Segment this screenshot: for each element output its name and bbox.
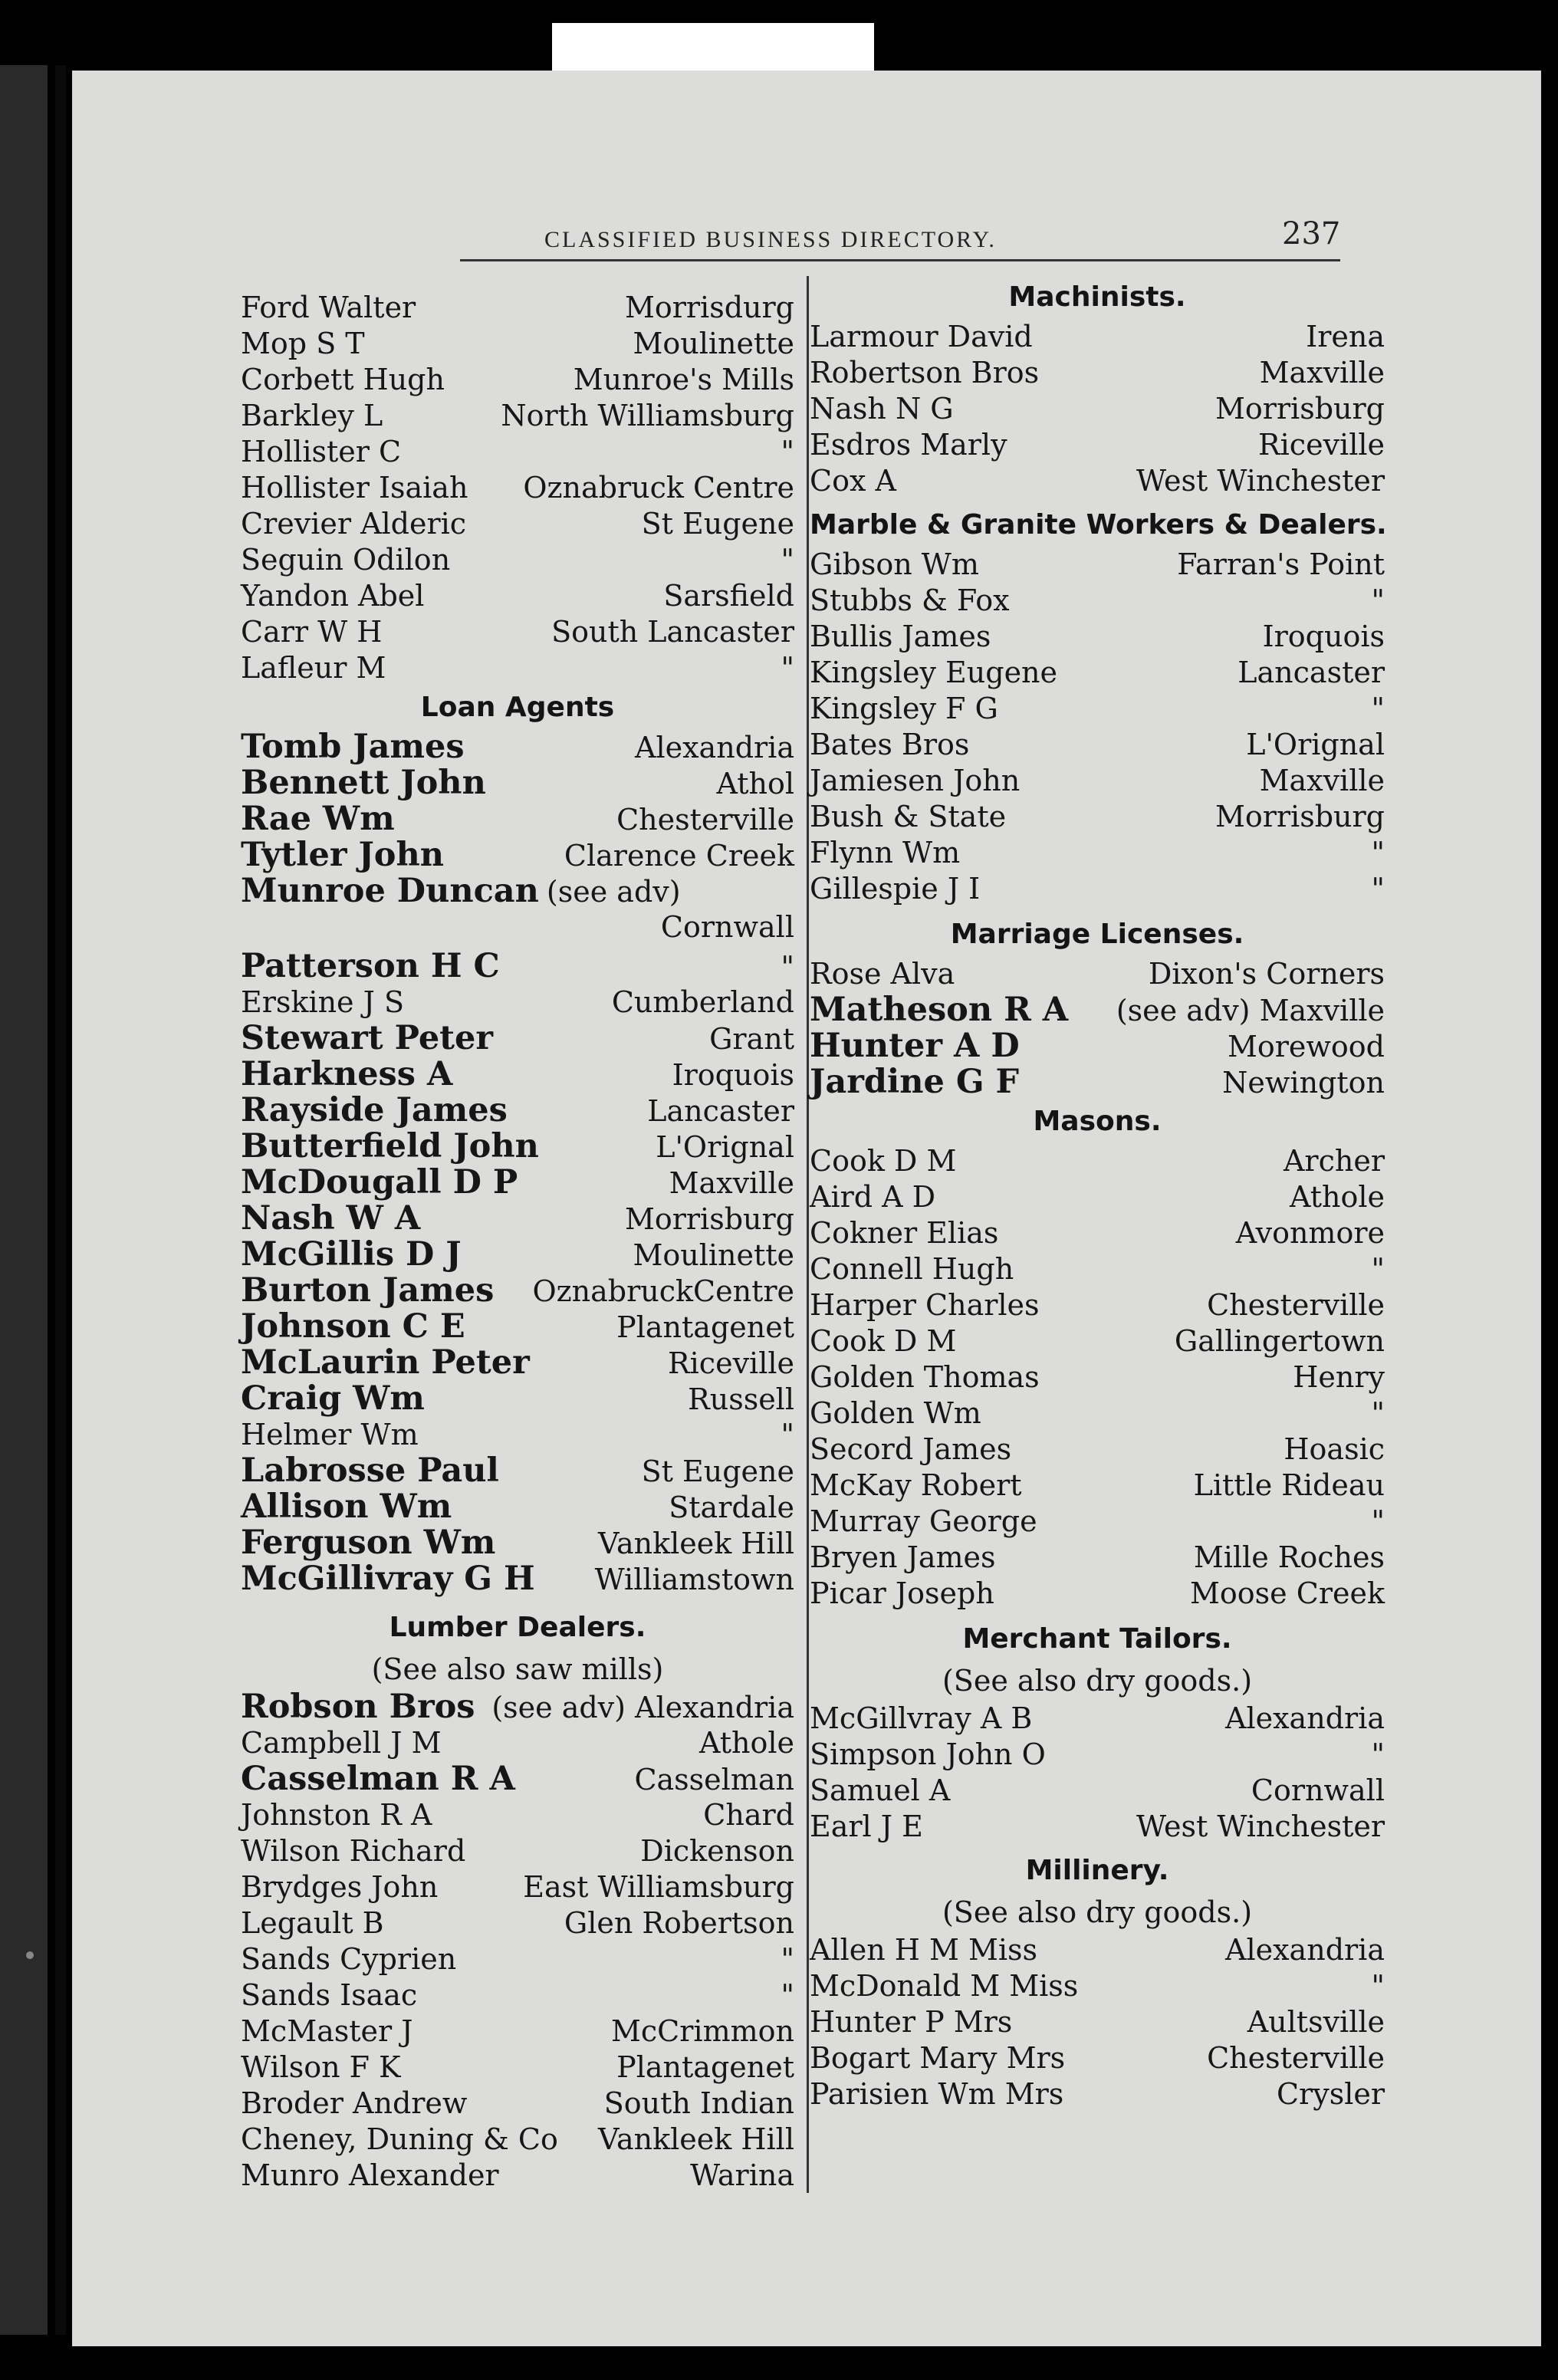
entry-place: Vankleek Hill [598,2122,794,2156]
entry-name: McGillis D J [241,1235,462,1274]
directory-entry [810,1809,1385,1845]
adjacent-page-edge [0,65,48,2335]
entry-place: Moulinette [633,1238,794,1272]
entry-name: Robertson Bros [810,356,1040,390]
entry-name: Bryen James [810,1540,996,1574]
directory-entry [810,1540,1385,1576]
entry-place: " [781,1942,794,1976]
directory-entry [810,1359,1385,1395]
entry-name: McGillvray A B [810,1701,1033,1735]
entry-place: Munroe's Mills [573,363,794,396]
entry-name: Stubbs & Fox [810,583,1010,617]
entry-place: " [1371,1252,1385,1286]
entry-place: Maxville [669,1166,794,1200]
section-heading: Machinists. [1008,281,1186,313]
entry-place: " [781,1418,794,1451]
entry-name: Flynn Wm [810,836,961,869]
entry-place: Chesterville [616,803,794,837]
section-heading: Lumber Dealers. [389,1612,646,1643]
entry-name: Hunter P Mrs [810,2005,1013,2039]
entry-name: Nash W A [241,1199,421,1238]
entry-name: Corbett Hugh [241,363,445,396]
entry-name: Jamiesen John [810,764,1021,797]
directory-entry [810,1028,1385,1064]
directory-entry [810,619,1385,655]
directory-entry [241,1905,794,1941]
directory-entry [241,2050,794,2086]
directory-entry [810,2040,1385,2076]
directory-entry [241,2122,794,2158]
directory-entry [241,1561,794,1597]
entry-name: Cheney, Duning & Co [241,2122,558,2156]
entry-place: " [781,651,794,685]
entry-place: " [1371,1504,1385,1538]
entry-name: McDougall D P [241,1163,518,1202]
directory-entry [241,1273,794,1309]
entry-name: Stewart Peter [241,1019,494,1057]
entry-name: Ferguson Wm [241,1524,496,1562]
entry-place: " [1371,836,1385,869]
entry-place: Aultsville [1247,2005,1385,2039]
entry-name: Picar Joseph [810,1576,994,1610]
directory-entry [241,1489,794,1525]
entry-place: Little Rideau [1193,1468,1385,1502]
entry-name: Larmour David [810,320,1033,353]
entry-name: Samuel A [810,1773,951,1807]
section-heading: Millinery. [1025,1855,1169,1886]
entry-place: Chesterville [1207,2041,1385,2075]
page-header [460,153,1349,268]
entry-name: McMaster J [241,2014,413,2048]
directory-entry [241,326,794,362]
entry-place: Morrisburg [1215,800,1385,833]
entry-name: Wilson F K [241,2050,401,2084]
entry-name: Allen H M Miss [810,1933,1038,1967]
entry-place: Gallingertown [1174,1324,1385,1358]
entry-place: Morrisburg [1215,392,1385,426]
directory-entry [810,1395,1385,1432]
entry-place: Riceville [668,1346,794,1380]
entry-place: Vankleek Hill [598,1527,794,1560]
entry-place: Morrisdurg [624,291,794,324]
directory-entry [241,650,794,686]
directory-entry [810,1504,1385,1540]
entry-place: Grant [709,1022,794,1056]
entry-note: (see adv) [546,875,681,909]
entry-name: Wilson Richard [241,1834,466,1868]
entry-place: Chard [703,1798,794,1832]
entry-place: Oznabruck Centre [523,471,794,505]
directory-entry [810,992,1385,1028]
entry-name: Jardine G F [810,1063,1020,1101]
directory-entry [241,985,794,1021]
directory-entry [241,1309,794,1345]
entry-place: Alexandria [1225,1933,1385,1967]
entry-name: Erskine J S [241,985,404,1019]
directory-entry [810,355,1385,391]
entry-place: OznabruckCentre [532,1274,794,1308]
directory-entry [241,1525,794,1561]
entry-name: Cokner Elias [810,1216,999,1250]
directory-entry [241,837,794,873]
directory-entry [241,542,794,578]
entry-name: Tytler John [241,836,444,874]
directory-entry [241,1021,794,1057]
entry-place: Casselman [634,1763,794,1797]
directory-entry [241,506,794,542]
entry-name: Campbell J M [241,1726,442,1760]
entry-name: Matheson R A [810,991,1069,1029]
directory-entry [241,434,794,470]
entry-place: Newington [1222,1066,1385,1100]
entry-name: Hollister C [241,435,402,468]
entry-place: Sarsfield [663,579,794,613]
directory-entry [810,1143,1385,1179]
entry-name: Ford Walter [241,291,416,324]
directory-entry [241,1093,794,1129]
entry-place: Mille Roches [1193,1540,1385,1574]
entry-name: Allison Wm [241,1488,452,1526]
entry-place: " [1371,583,1385,617]
entry-name: Secord James [810,1432,1012,1466]
entry-name: Kingsley F G [810,692,998,725]
entry-place: Plantagenet [616,2050,794,2084]
header-rule [460,259,1340,261]
entry-name: Hunter A D [810,1027,1020,1065]
entry-place: Henry [1293,1360,1385,1394]
entry-place: Cornwall [1251,1773,1385,1807]
directory-entry [241,1129,794,1165]
entry-name: Cook D M [810,1324,957,1358]
entry-name: Mop S T [241,327,365,360]
entry-place: L'Orignal [656,1130,794,1164]
entry-place: " [1371,872,1385,906]
entry-name: Bates Bros [810,728,970,761]
entry-name: Craig Wm [241,1379,425,1418]
directory-entry [810,2076,1385,2112]
entry-place: Williamstown [594,1563,794,1596]
entry-place: Crysler [1276,2077,1385,2111]
entry-place: Lancaster [1238,656,1385,689]
directory-entry [810,1576,1385,1612]
entry-name: Legault B [241,1906,384,1940]
entry-place: L'Orignal [1246,728,1385,761]
entry-place: " [1371,1396,1385,1430]
section-heading: Masons. [1033,1106,1162,1137]
speck [26,1951,34,1959]
directory-entry [241,1761,794,1797]
entry-place: Plantagenet [616,1310,794,1344]
entry-name: Brydges John [241,1870,439,1904]
entry-name: Patterson H C [241,947,500,985]
directory-entry [241,1165,794,1201]
entry-place: Warina [690,2158,794,2192]
directory-entry [810,1968,1385,2004]
entry-place: Morrisburg [624,1202,794,1236]
section-heading: Marriage Licenses. [950,919,1244,950]
entry-place: (see adv) Maxville [1116,994,1385,1027]
entry-name: Cox A [810,464,896,498]
directory-entry [241,1453,794,1489]
directory-entry [810,1323,1385,1359]
entry-name: Casselman R A [241,1760,515,1798]
entry-name: Bogart Mary Mrs [810,2041,1066,2075]
directory-entry [241,1797,794,1833]
directory-entry [810,2004,1385,2040]
entry-place: East Williamsburg [523,1870,794,1904]
entry-name: Gibson Wm [810,547,979,581]
directory-entry [810,1287,1385,1323]
page-number: 237 [1282,216,1341,251]
entry-name: Burton James [241,1271,495,1310]
entry-name: Johnston R A [241,1798,432,1832]
directory-entry [810,1468,1385,1504]
entry-name: McKay Robert [810,1468,1022,1502]
directory-entry [241,948,794,985]
directory-entry [241,1869,794,1905]
directory-entry [810,763,1385,799]
directory-entry [810,427,1385,463]
entry-name: Golden Wm [810,1396,981,1430]
entry-place: Athole [698,1726,794,1760]
section-heading: Marble & Granite Workers & Dealers. [810,509,1387,541]
entry-name: Sands Isaac [241,1978,418,2012]
directory-entry [241,1833,794,1869]
entry-place: West Winchester [1136,464,1385,498]
entry-place: Russell [688,1382,794,1416]
entry-place: Moose Creek [1190,1576,1385,1610]
entry-place: (see adv) Alexandria [491,1691,794,1724]
right-column [810,276,1385,2112]
directory-entry [241,2013,794,2050]
directory-entry [241,1381,794,1417]
spacer [810,907,1385,913]
directory-entry [241,2158,794,2194]
entry-place: Glen Robertson [564,1906,794,1940]
section-heading: Merchant Tailors. [962,1623,1232,1655]
directory-entry [810,319,1385,355]
entry-name: Parisien Wm Mrs [810,2077,1064,2111]
directory-entry [810,691,1385,727]
directory-entry [241,578,794,614]
entry-name: Bennett John [241,764,486,802]
entry-place: " [781,543,794,577]
entry-place: South Lancaster [551,615,794,649]
directory-entry [241,801,794,837]
directory-entry [810,1432,1385,1468]
directory-entry [810,1932,1385,1968]
entry-place: Avonmore [1235,1216,1385,1250]
directory-entry [810,835,1385,871]
entry-place: " [781,950,794,984]
entry-place: Archer [1283,1144,1385,1178]
entry-place: St Eugene [641,507,794,541]
section-heading: Loan Agents [420,692,615,723]
directory-entry [241,1689,794,1725]
entry-name: Barkley L [241,399,383,432]
entry-name: Golden Thomas [810,1360,1040,1394]
entry-name: Esdros Marly [810,428,1007,462]
directory-entry [241,729,794,765]
directory-entry [810,1737,1385,1773]
entry-place: Riceville [1258,428,1385,462]
entry-name: Sands Cyprien [241,1942,457,1976]
directory-entry [241,470,794,506]
directory-entry [241,290,794,326]
entry-place: Clarence Creek [564,839,794,873]
entry-place: South Indian [603,2086,794,2120]
entry-place: North Williamsburg [501,399,794,432]
directory-entry [241,1201,794,1237]
entry-place: Dickenson [640,1834,794,1868]
section-note: (See also saw mills) [371,1652,664,1686]
entry-name: Harper Charles [810,1288,1040,1322]
entry-name: Munro Alexander [241,2158,499,2192]
spacer [241,1597,794,1606]
top-label-tab [552,23,874,71]
directory-entry-continuation [241,909,794,945]
entry-place: Moulinette [633,327,794,360]
directory-entry [810,1179,1385,1215]
entry-place: Athole [1289,1180,1385,1214]
directory-entry [810,463,1385,499]
entry-name: Robson Bros [241,1688,475,1726]
directory-entry [241,2086,794,2122]
entry-name: Murray George [810,1504,1037,1538]
entry-place: Iroquois [672,1058,794,1092]
directory-entry [810,956,1385,992]
entry-place: Stardale [669,1491,794,1524]
entry-name: McDonald M Miss [810,1969,1079,2003]
directory-entry [810,1701,1385,1737]
entry-name: Munroe Duncan [241,872,539,910]
entry-place: Cumberland [611,985,794,1019]
entry-name: Earl J E [810,1810,923,1843]
entry-place: Iroquois [1262,620,1385,653]
left-column [241,290,794,2194]
entry-name: McGillivray G H [241,1560,535,1598]
spacer [810,1612,1385,1618]
directory-entry [810,871,1385,907]
directory-entry [241,1977,794,2013]
entry-place: " [1371,692,1385,725]
directory-entry [241,362,794,398]
entry-name: Carr W H [241,615,383,649]
entry-place: " [1371,1737,1385,1771]
entry-name: Tomb James [241,728,465,766]
entry-place: West Winchester [1136,1810,1385,1843]
directory-entry [241,1237,794,1273]
directory-entry [810,655,1385,691]
entry-place: Hoasic [1284,1432,1385,1466]
entry-place: " [1371,1969,1385,2003]
entry-name: Bush & State [810,800,1007,833]
entry-place: St Eugene [641,1455,794,1488]
entry-place: Morewood [1227,1030,1385,1063]
directory-entry [810,547,1385,583]
entry-name: Butterfield John [241,1127,539,1165]
entry-name: Gillespie J I [810,872,981,906]
entry-place: Lancaster [647,1094,794,1128]
directory-entry [810,727,1385,763]
entry-name: Rose Alva [810,957,955,991]
directory-entry [810,1251,1385,1287]
entry-name: Helmer Wm [241,1418,419,1451]
entry-name: Kingsley Eugene [810,656,1058,689]
directory-entry [810,1773,1385,1809]
entry-name: Simpson John O [810,1737,1046,1771]
entry-name: Connell Hugh [810,1252,1014,1286]
directory-entry [810,583,1385,619]
entry-place: Athol [716,767,794,800]
entry-name: Labrosse Paul [241,1451,499,1490]
entry-place: " [781,435,794,468]
directory-entry [241,398,794,434]
entry-name: McLaurin Peter [241,1343,530,1382]
column-divider [807,276,809,2193]
entry-name: Crevier Alderic [241,507,467,541]
entry-name: Rae Wm [241,800,395,838]
entry-place: Alexandria [1225,1701,1385,1735]
entry-name: Bullis James [810,620,991,653]
directory-entry [241,1057,794,1093]
entry-name: Aird A D [810,1180,936,1214]
entry-name: Cook D M [810,1144,957,1178]
page-edge-rule [55,65,66,2335]
section-note: (See also dry goods.) [942,1895,1253,1929]
entry-place: " [781,1978,794,2012]
directory-entry [241,1417,794,1453]
entry-name: Johnson C E [241,1307,465,1346]
entry-name: Broder Andrew [241,2086,468,2120]
directory-entry [241,614,794,650]
entry-place: Cornwall [660,910,794,944]
directory-entry [241,1941,794,1977]
directory-entry [241,1725,794,1761]
entry-place: Farran's Point [1177,547,1385,581]
entry-name: Lafleur M [241,651,386,685]
directory-entry [810,391,1385,427]
entry-name: Hollister Isaiah [241,471,468,505]
entry-place: Maxville [1259,764,1385,797]
directory-entry [810,1064,1385,1100]
entry-name: Rayside James [241,1091,508,1129]
entry-place: McCrimmon [610,2014,794,2048]
entry-name: Nash N G [810,392,954,426]
directory-entry [810,799,1385,835]
directory-entry [241,1345,794,1381]
entry-place: Alexandria [635,731,794,764]
entry-place: Irena [1306,320,1385,353]
entry-place: Chesterville [1207,1288,1385,1322]
directory-entry [810,1215,1385,1251]
directory-entry [241,873,794,909]
entry-name: Seguin Odilon [241,543,451,577]
entry-place: Maxville [1259,356,1385,390]
entry-name: Yandon Abel [241,579,425,613]
directory-entry [241,765,794,801]
entry-name: Harkness A [241,1055,453,1093]
entry-place: Dixon's Corners [1148,957,1385,991]
running-title: CLASSIFIED BUSINESS DIRECTORY. [544,227,997,252]
section-note: (See also dry goods.) [942,1664,1253,1698]
